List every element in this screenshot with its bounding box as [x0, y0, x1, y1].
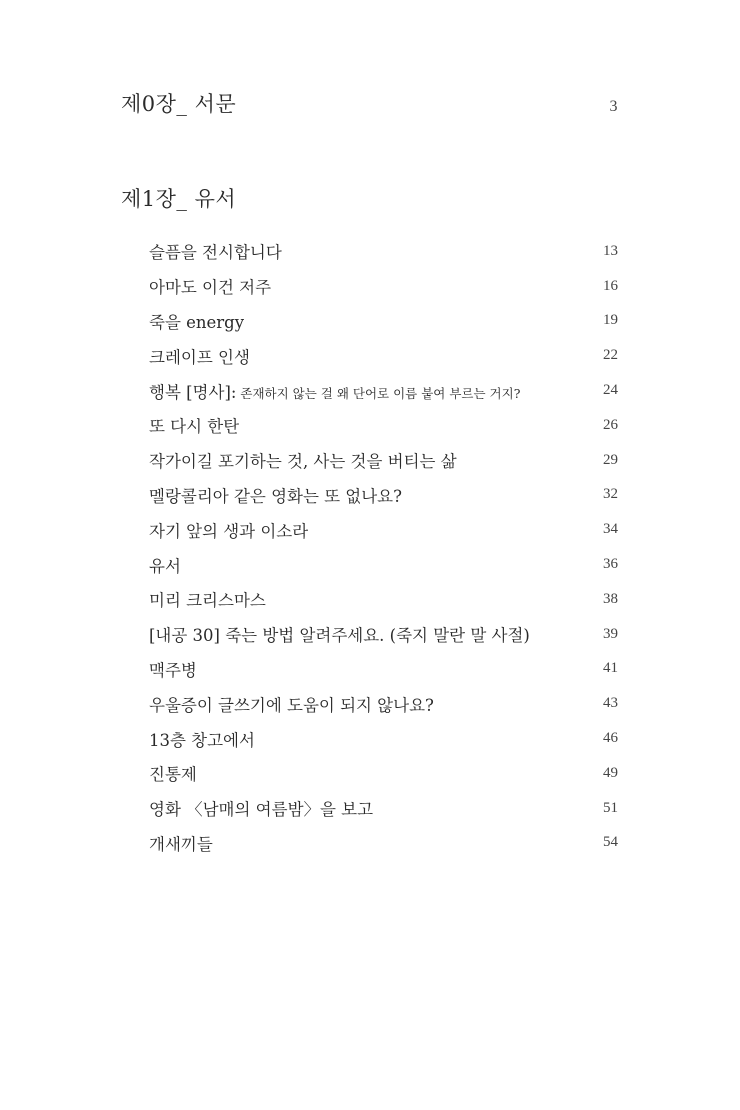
entry-page-number: 54 — [603, 834, 618, 851]
entry-title: 미리 크리스마스 — [149, 591, 266, 611]
toc-entry — [149, 338, 618, 373]
toc-entry — [149, 304, 618, 339]
toc-entry — [149, 652, 618, 687]
toc-entry — [149, 617, 618, 652]
entry-title: 또 다시 한탄 — [149, 417, 240, 437]
chapter-heading — [121, 88, 618, 118]
entry-title: 13층 창고에서 — [149, 730, 255, 750]
entry-title: 죽을 energy — [149, 312, 245, 332]
entry-subtitle: 존재하지 않는 걸 왜 단어로 이름 붙여 부르는 거지? — [236, 385, 521, 401]
toc-entry — [149, 686, 618, 721]
entry-page-number: 46 — [603, 730, 618, 747]
entry-title: 자기 앞의 생과 이소라 — [149, 521, 309, 541]
toc-entry — [149, 408, 618, 443]
chapter-title: 제0장_ 서문 — [121, 92, 237, 116]
toc-entry-list — [149, 234, 618, 860]
entry-title: 개새끼들 — [149, 834, 213, 854]
entry-title: 크레이프 인생 — [149, 347, 250, 367]
toc-entry — [149, 582, 618, 617]
entry-title: 유서 — [149, 556, 181, 576]
entry-title: 맥주병 — [149, 660, 197, 680]
entry-title: 진통제 — [149, 765, 197, 785]
entry-page-number: 41 — [603, 660, 618, 677]
entry-page-number: 16 — [603, 277, 618, 294]
entry-page-number: 29 — [603, 451, 618, 468]
entry-title: [내공 30] 죽는 방법 알려주세요. (죽지 말란 말 사절) — [149, 626, 530, 646]
toc-entry — [149, 826, 618, 861]
entry-page-number: 36 — [603, 556, 618, 573]
toc-entry — [149, 756, 618, 791]
entry-title: 영화 〈남매의 여름밤〉을 보고 — [149, 800, 374, 820]
toc-entry — [149, 443, 618, 478]
chapter-title: 제1장_ 유서 — [121, 187, 237, 211]
toc-entry — [149, 478, 618, 513]
entry-page-number: 24 — [603, 382, 618, 399]
entry-title: 멜랑콜리아 같은 영화는 또 없나요? — [149, 486, 402, 506]
entry-page-number: 13 — [603, 242, 618, 259]
entry-page-number: 32 — [603, 486, 618, 503]
entry-page-number: 26 — [603, 416, 618, 433]
toc-entry — [149, 373, 618, 408]
entry-title: 슬픔을 전시합니다 — [149, 243, 282, 263]
toc-entry — [149, 234, 618, 269]
toc-entry — [149, 269, 618, 304]
toc-entry — [149, 547, 618, 582]
entry-page-number: 22 — [603, 347, 618, 364]
entry-page-number: 34 — [603, 521, 618, 538]
entry-title-main: 행복 [명사]: — [149, 382, 237, 402]
entry-page-number: 38 — [603, 590, 618, 607]
toc-entry — [149, 721, 618, 756]
entry-page-number: 19 — [603, 312, 618, 329]
entry-title: 우울증이 글쓰기에 도움이 되지 않나요? — [149, 695, 434, 715]
entry-page-number: 43 — [603, 695, 618, 712]
entry-page-number: 51 — [603, 799, 618, 816]
entry-title: 아마도 이건 저주 — [149, 278, 272, 298]
entry-title — [149, 379, 520, 403]
chapter-heading — [121, 183, 618, 213]
toc-entry — [149, 512, 618, 547]
chapter-page-number: 3 — [609, 98, 618, 115]
entry-page-number: 49 — [603, 764, 618, 781]
toc-entry — [149, 791, 618, 826]
entry-title: 작가이길 포기하는 것, 사는 것을 버티는 삶 — [149, 452, 457, 472]
entry-page-number: 39 — [603, 625, 618, 642]
